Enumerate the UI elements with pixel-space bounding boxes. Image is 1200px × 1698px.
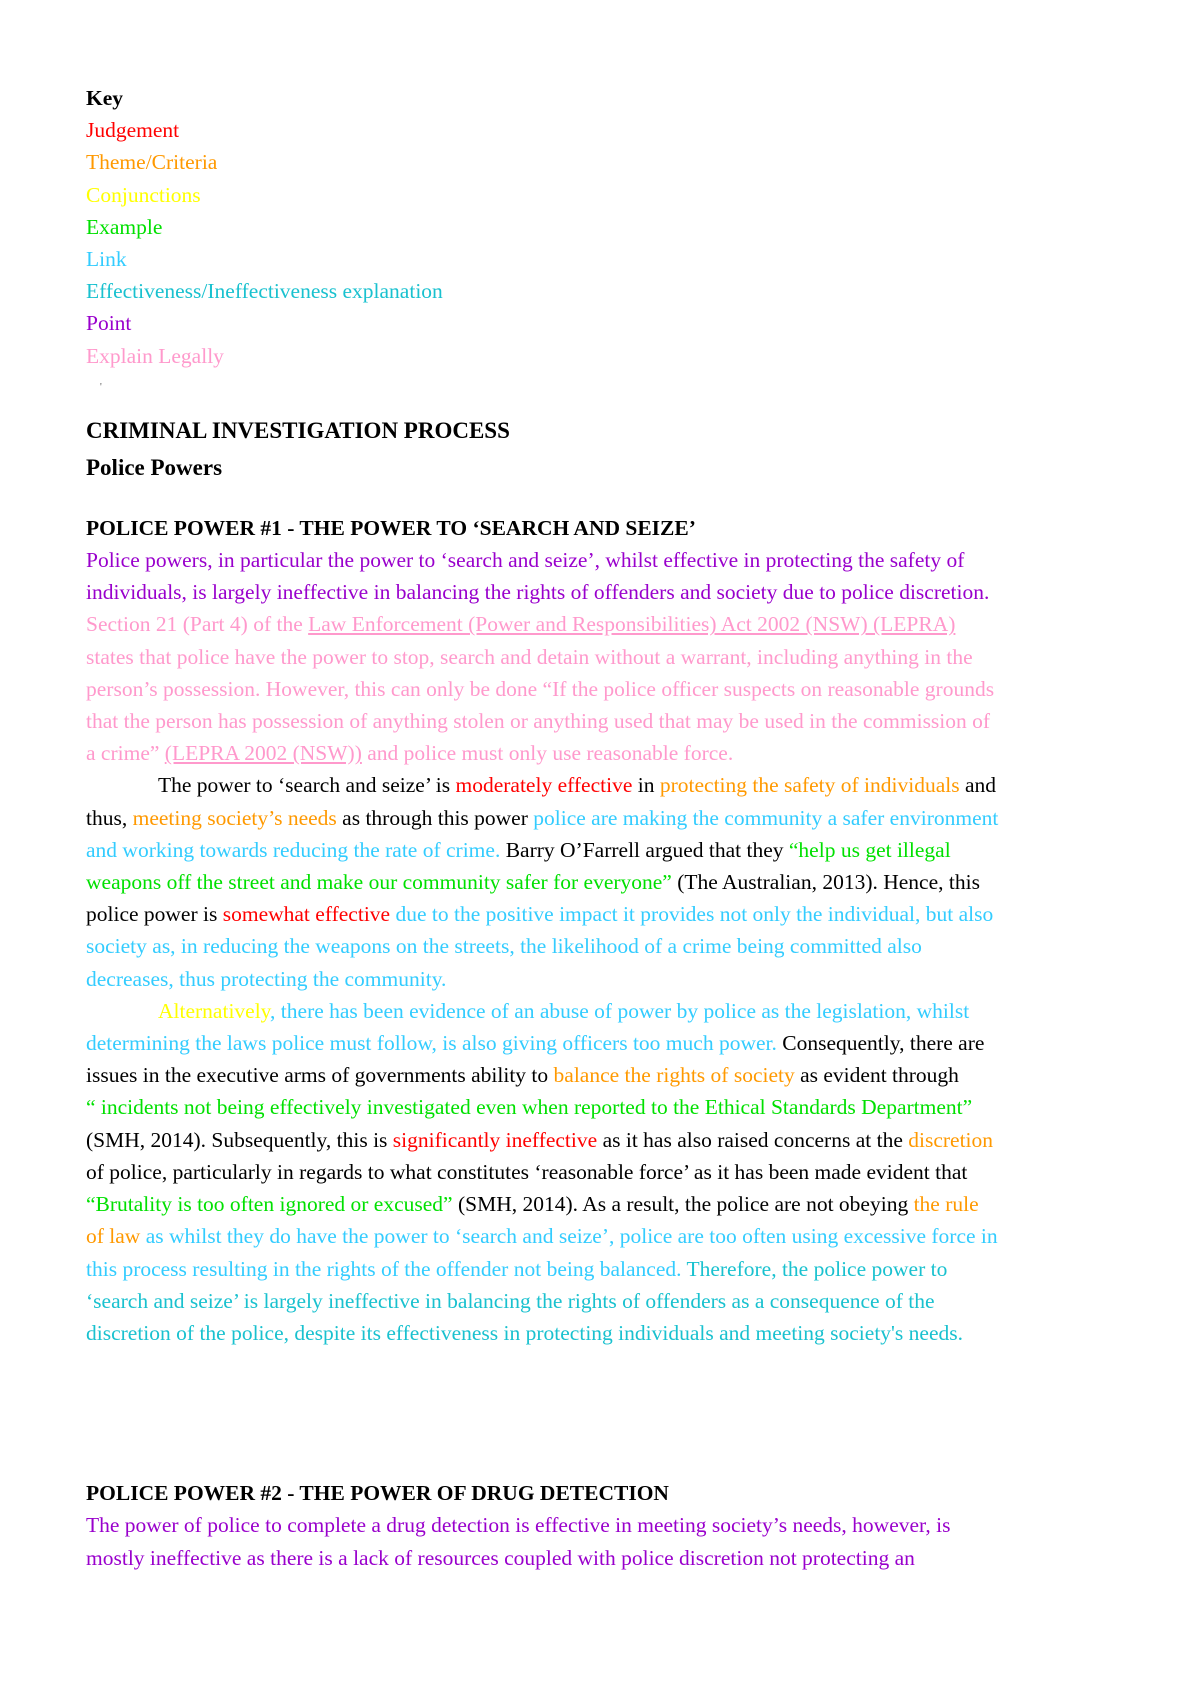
conjunction-text: Alternatively [158,998,271,1023]
link-text: police are making the community a safer environment [533,805,999,830]
legal-text: and police must only use reasonable force. [361,741,734,766]
theme-text: of law [86,1224,141,1249]
body-text: (SMH, 2014). As a result, the police are not obeying [452,1192,914,1217]
document-page [86,82,1126,1574]
link-text: , there has been evidence of an abuse of power by police as the legislation, whilst [270,998,970,1023]
key-item-conjunctions: Conjunctions [86,182,201,207]
key-item-judgement: Judgement [86,118,180,143]
example-text: weapons off the street and make our community safer for everyone” [86,870,672,895]
document-subtitle: Police Powers [86,454,223,480]
legal-text: states that police have the power to stop, search and detain without a warrant, including anything in the [86,644,973,669]
body-text: (SMH, 2014). Subsequently, this is [86,1127,393,1152]
lepra-act-link[interactable]: Law Enforcement (Power and Responsibilities) Act 2002 (NSW) (LEPRA) [308,612,956,637]
theme-text: balance the rights of society [553,1063,795,1088]
stray-mark: ' [100,381,102,393]
power1-legal-explanation [86,608,1126,769]
body-text: and [959,773,997,798]
link-text: and working towards reducing the rate of crime. [86,837,501,862]
example-text: “ incidents not being effectively investigated even when reported to the Ethical Standards Department” [86,1095,973,1120]
effectiveness-text: discretion of the police, despite its effectiveness in protecting individuals and meeting society's needs. [86,1320,963,1345]
power1-heading: POLICE POWER #1 - THE POWER TO ‘SEARCH AND SEIZE’ [86,515,696,540]
body-text: (The Australian, 2013). Hence, this [671,870,980,895]
key-item-theme-criteria: Theme/Criteria [86,150,218,175]
color-key [86,82,1126,372]
key-item-link: Link [86,247,127,272]
power2-point-line: The power of police to complete a drug detection is effective in meeting society’s needs, however, is [86,1513,951,1538]
effectiveness-text: society as, in reducing the weapons on the streets, the likelihood of a crime being committed also [86,934,922,959]
key-item-point: Point [86,311,132,336]
judgement-text: moderately effective [455,773,633,798]
theme-text: discretion [908,1127,994,1152]
power2-point-line: mostly ineffective as there is a lack of resources coupled with police discretion not protecting an [86,1545,915,1570]
theme-text: the rule [913,1192,979,1217]
example-text: “Brutality is too often ignored or excused” [86,1192,453,1217]
key-title: Key [86,86,124,110]
body-text: as evident through [794,1063,959,1088]
power1-paragraph-3 [86,995,1126,1349]
power1-paragraph-2 [86,769,1126,994]
link-text: as whilst they do have the power to ‘search and seize’, police are too often using excessive force in [140,1224,998,1249]
power1-point [86,544,1126,608]
link-text: determining the laws police must follow, is also giving officers too much power. [86,1031,777,1056]
legal-text: a crime” [86,741,165,766]
link-text: this process resulting in the rights of the offender not being balanced. [86,1256,682,1281]
body-text: issues in the executive arms of governments ability to [86,1063,554,1088]
body-text: Consequently, there are [776,1031,985,1056]
body-text: of police, particularly in regards to what constitutes ‘reasonable force’ as it has been made evident that [86,1159,968,1184]
effectiveness-text: decreases, thus protecting the community. [86,966,447,991]
body-text: as it has also raised concerns at the [597,1127,909,1152]
power1-point-line: individuals, is largely ineffective in balancing the rights of offenders and society due to police discretion. [86,580,990,605]
key-item-explain-legally: Explain Legally [86,343,224,368]
body-text: police power is [86,902,223,927]
power2-point [86,1509,1126,1573]
example-text: “help us get illegal [788,837,951,862]
body-text: The power to ‘search and seize’ is [158,773,456,798]
body-text: thus, [86,805,133,830]
effectiveness-text: due to the positive impact it provides not only the individual, but also [390,902,994,927]
effectiveness-text: ‘search and seize’ is largely ineffective in balancing the rights of offenders as a consequence of the [86,1288,935,1313]
lepra-citation-link[interactable]: (LEPRA 2002 (NSW)) [164,741,362,766]
document-title: CRIMINAL INVESTIGATION PROCESS [86,417,510,443]
body-text: as through this power [336,805,534,830]
theme-text: meeting society’s needs [132,805,337,830]
key-item-example: Example [86,214,163,239]
theme-text: protecting the safety of individuals [659,773,960,798]
power2-heading: POLICE POWER #2 - THE POWER OF DRUG DETECTION [86,1481,669,1506]
judgement-text: significantly ineffective [392,1127,598,1152]
legal-text: Section 21 (Part 4) of the [86,612,309,637]
body-text: Barry O’Farrell argued that they [500,837,789,862]
key-item-effectiveness: Effectiveness/Ineffectiveness explanation [86,279,443,304]
legal-text: person’s possession. However, this can only be done “If the police officer suspects on reasonable grounds [86,676,995,701]
body-text: in [632,773,660,798]
judgement-text: somewhat effective [222,902,391,927]
power1-point-line: Police powers, in particular the power to ‘search and seize’, whilst effective in protecting the safety of [86,548,965,573]
effectiveness-text: Therefore, the police power to [681,1256,948,1281]
legal-text: that the person has possession of anything stolen or anything used that may be used in the commission of [86,709,991,734]
